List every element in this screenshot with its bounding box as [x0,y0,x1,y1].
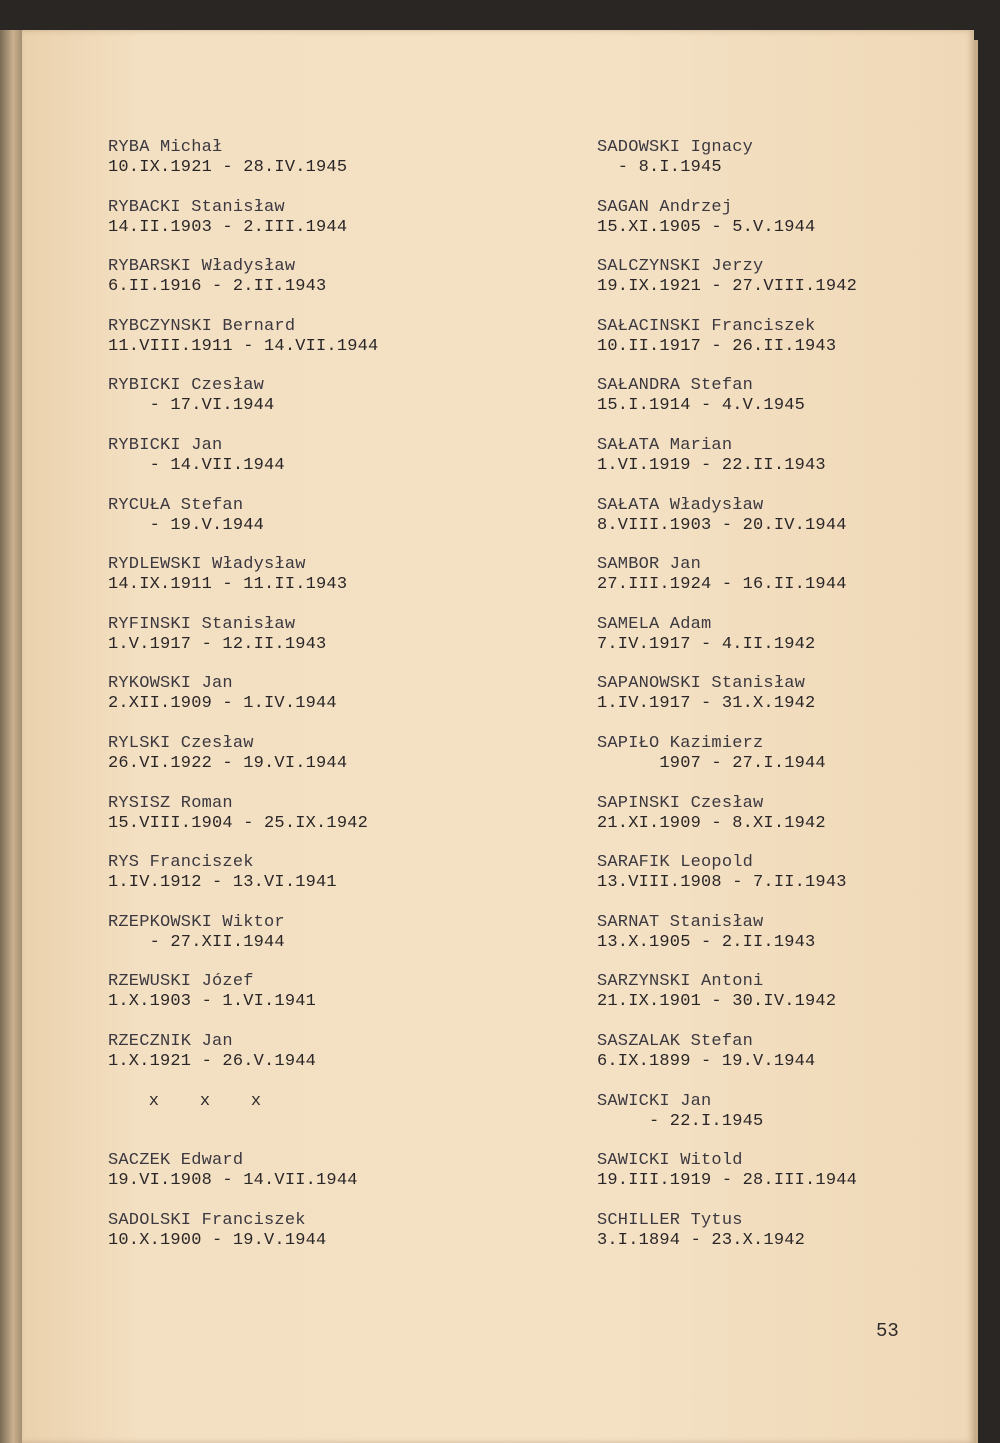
record-name: SAŁACINSKI Franciszek [597,316,816,336]
record-dates: 14.IX.1911 - 11.II.1943 [108,575,348,595]
record-name: RYBA Michał [108,138,223,157]
record-entry [108,972,508,1032]
record-name: RYLSKI Czesław [108,733,254,753]
record-dates: - 22.I.1945 [597,1111,764,1131]
right-entry-list [597,138,997,1270]
record-dates: 14.II.1903 - 2.III.1944 [108,217,348,237]
record-name: RYSISZ Roman [108,793,233,813]
record-dates: 15.I.1914 - 4.V.1945 [597,396,806,416]
record-name: SACZEK Edward [108,1151,244,1171]
record-entry [108,853,508,913]
record-dates: 1.X.1903 - 1.VI.1941 [108,992,317,1012]
record-name: SARZYNSKI Antoni [597,972,764,992]
record-dates: - 17.VI.1944 [108,396,275,416]
right-column [597,138,997,1270]
record-dates: 1.VI.1919 - 22.II.1943 [597,455,826,475]
record-entry [597,1092,997,1152]
record-name: RZEWUSKI Józef [108,972,254,992]
record-entry [108,138,508,198]
record-dates: 15.XI.1905 - 5.V.1944 [597,217,816,237]
record-name: RYDLEWSKI Władysław [108,555,306,575]
left-column [108,138,508,1270]
record-name: SCHILLER Tytus [597,1210,743,1230]
record-dates: 10.IX.1921 - 28.IV.1945 [108,158,348,177]
record-name: RZECZNIK Jan [108,1031,233,1051]
record-entry [597,317,997,377]
page-number: 53 [876,1320,899,1342]
record-name: SAWICKI Jan [597,1091,712,1111]
record-dates: 13.VIII.1908 - 7.II.1943 [597,873,847,893]
record-dates: 1.V.1917 - 12.II.1943 [108,634,327,654]
record-dates: 10.X.1900 - 19.V.1944 [108,1230,327,1250]
record-dates: - 27.XII.1944 [108,932,285,952]
record-name: SAPIŁO Kazimierz [597,733,764,753]
section-separator: x x x [108,1091,262,1111]
record-dates: 19.IX.1921 - 27.VIII.1942 [597,277,858,297]
record-dates: 27.III.1924 - 16.II.1944 [597,575,847,595]
record-entry [108,555,508,615]
record-dates: 6.II.1916 - 2.II.1943 [108,277,327,297]
record-entry [597,674,997,734]
record-entry [597,1151,997,1211]
record-name: SAMELA Adam [597,614,712,634]
record-name: SAGAN Andrzej [597,197,733,217]
record-dates: 7.IV.1917 - 4.II.1942 [597,634,816,654]
book-binding-edge [0,30,22,1443]
record-dates: - 19.V.1944 [108,515,265,535]
record-name: RYBARSKI Władysław [108,257,296,277]
record-name: SADOLSKI Franciszek [108,1210,306,1230]
record-entry [597,794,997,854]
record-entry [597,734,997,794]
record-entry [108,734,508,794]
record-entry [597,555,997,615]
record-dates: 1907 - 27.I.1944 [597,753,826,773]
record-entry [597,257,997,317]
record-name: RYBACKI Stanisław [108,197,285,217]
record-name: SAWICKI Witold [597,1151,743,1171]
record-dates: 8.VIII.1903 - 20.IV.1944 [597,515,847,535]
left-entry-list-after [108,1151,508,1270]
record-dates: 1.X.1921 - 26.V.1944 [108,1051,317,1071]
record-entry [108,913,508,973]
record-entry [108,1211,508,1271]
record-entry [108,496,508,556]
record-name: RYKOWSKI Jan [108,674,233,694]
record-name: SADOWSKI Ignacy [597,138,754,157]
record-name: SASZALAK Stefan [597,1031,754,1051]
record-entry [597,436,997,496]
record-entry [108,317,508,377]
record-name: SARNAT Stanisław [597,912,764,932]
record-name: SAPINSKI Czesław [597,793,764,813]
record-entry [597,376,997,436]
record-entry [108,436,508,496]
record-name: SAŁANDRA Stefan [597,376,754,396]
record-name: RYBICKI Jan [108,435,223,455]
record-entry [597,853,997,913]
record-entry [108,257,508,317]
record-entry [108,1032,508,1092]
record-name: RYBICKI Czesław [108,376,265,396]
record-entry [108,1151,508,1211]
record-entry [597,496,997,556]
record-name: SAŁATA Marian [597,435,733,455]
record-dates: 1.IV.1917 - 31.X.1942 [597,694,816,714]
record-entry [108,376,508,436]
record-dates: 10.II.1917 - 26.II.1943 [597,336,837,356]
record-entry [597,972,997,1032]
record-dates: 11.VIII.1911 - 14.VII.1944 [108,336,379,356]
record-name: SAMBOR Jan [597,555,702,575]
record-dates: 3.I.1894 - 23.X.1942 [597,1230,806,1250]
record-dates: 26.VI.1922 - 19.VI.1944 [108,753,348,773]
record-dates: 2.XII.1909 - 1.IV.1944 [108,694,337,714]
record-entry [108,198,508,258]
record-name: RZEPKOWSKI Wiktor [108,912,285,932]
record-dates: 13.X.1905 - 2.II.1943 [597,932,816,952]
record-name: SALCZYNSKI Jerzy [597,257,764,277]
left-entry-list [108,138,508,1092]
record-name: RYCUŁA Stefan [108,495,244,515]
record-entry [597,1032,997,1092]
record-entry [597,615,997,675]
record-entry [597,198,997,258]
record-dates: 1.IV.1912 - 13.VI.1941 [108,873,337,893]
record-name: RYBCZYNSKI Bernard [108,316,296,336]
record-entry [597,913,997,973]
record-dates: 15.VIII.1904 - 25.IX.1942 [108,813,369,833]
record-entry [108,615,508,675]
record-dates: - 8.I.1945 [597,158,722,177]
record-entry [597,138,997,198]
record-dates: 6.IX.1899 - 19.V.1944 [597,1051,816,1071]
record-entry [108,674,508,734]
record-name: SAŁATA Władysław [597,495,764,515]
record-name: SARAFIK Leopold [597,853,754,873]
record-dates: 19.III.1919 - 28.III.1944 [597,1171,858,1191]
record-name: RYS Franciszek [108,853,254,873]
record-dates: 21.XI.1909 - 8.XI.1942 [597,813,826,833]
record-name: SAPANOWSKI Stanisław [597,674,806,694]
record-dates: 19.VI.1908 - 14.VII.1944 [108,1171,358,1191]
record-entry [108,794,508,854]
record-name: RYFINSKI Stanisław [108,614,296,634]
record-dates: - 14.VII.1944 [108,455,285,475]
record-entry [597,1211,997,1271]
record-dates: 21.IX.1901 - 30.IV.1942 [597,992,837,1012]
